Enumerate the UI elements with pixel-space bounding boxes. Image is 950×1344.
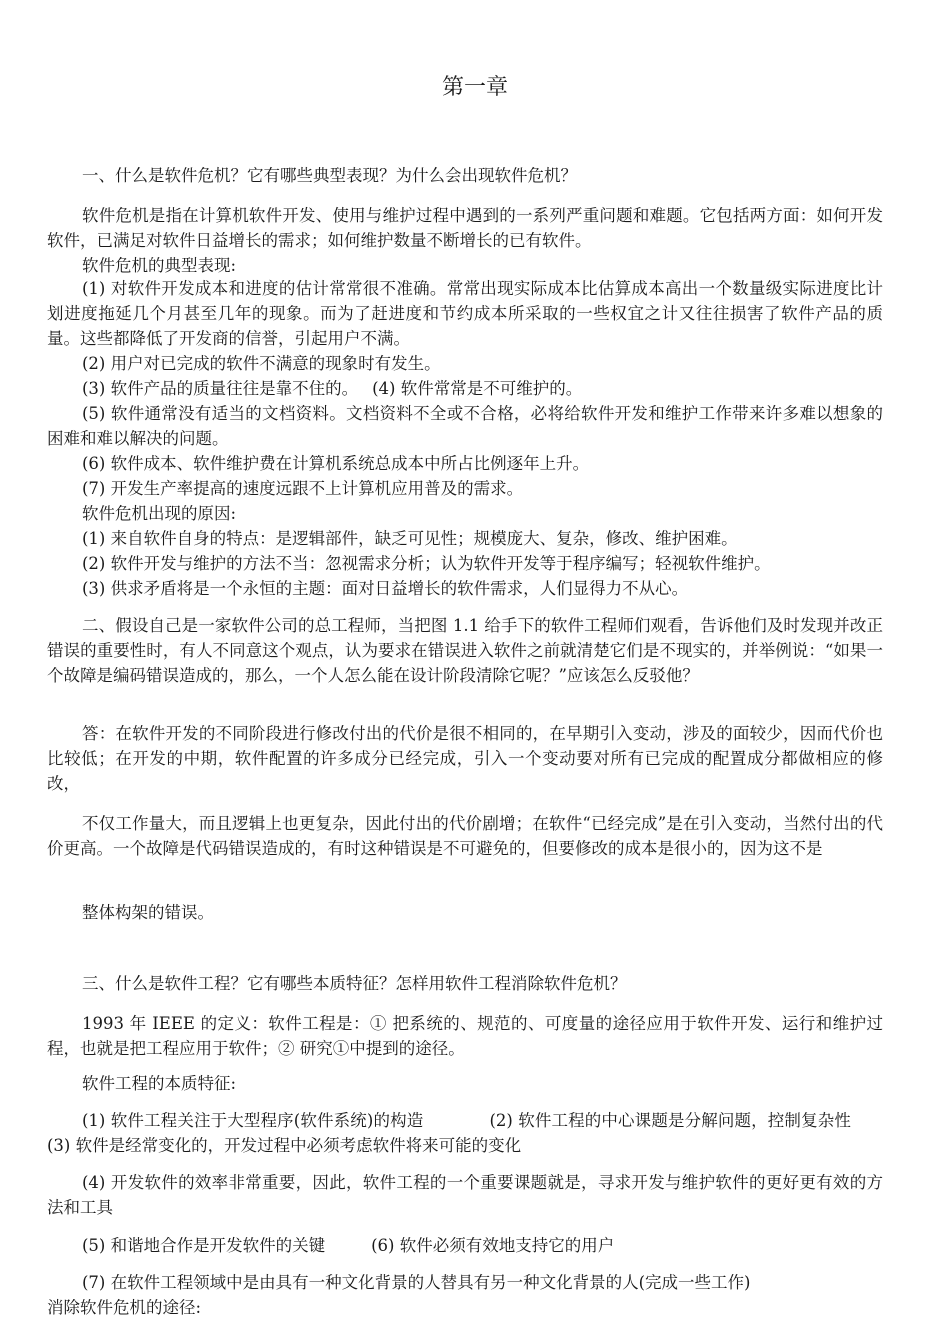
answer-2-part-1: 答：在软件开发的不同阶段进行修改付出的代价是很不相同的，在早期引入变动，涉及的面较少，因而代价也比较低；在开发的中期，软件配置的许多成分已经完成，引入一个变动要对所有已完成的配置成分都做相应的修改， [47, 724, 883, 793]
answer-1-typical-item-3: (3) 软件产品的质量往往是靠不住的。 [82, 379, 359, 398]
answer-1-typical-item-7: (7) 开发生产率提高的速度远跟不上计算机应用普及的需求。 [82, 479, 524, 498]
answer-3-remedy-heading: 消除软件危机的途径: [47, 1298, 202, 1317]
answer-3-feature-heading: 软件工程的本质特征: [82, 1074, 237, 1093]
question-2: 二、假设自己是一家软件公司的总工程师，当把图 1.1 给手下的软件工程师们观看，告诉他们及时发现并改正错误的重要性时，有人不同意这个观点，认为要求在错误进入软件之前就清楚它们是不现实的，并举例说：“如果一个故障是编码错误造成的，那么，一个人怎么能在设计阶段清除它呢？”应该怎么反驳他？ [47, 616, 883, 685]
question-3: 三、什么是软件工程？它有哪些本质特征？怎样用软件工程消除软件危机？ [82, 974, 627, 993]
answer-1-typical-item-5: (5) 软件通常没有适当的文档资料。文档资料不全或不合格，必将给软件开发和维护工作带来许多难以想象的困难和难以解决的问题。 [47, 404, 883, 448]
answer-3-features-1-3 [47, 1108, 883, 1158]
answer-3-feature-7: (7) 在软件工程领域中是由具有一种文化背景的人替具有另一种文化背景的人(完成一些工作) [82, 1273, 751, 1292]
answer-3-features-5-6 [47, 1233, 883, 1258]
answer-3-feature-2: (2) 软件工程的中心课题是分解问题，控制复杂性 [489, 1111, 851, 1130]
answer-1-cause-2: (2) 软件开发与维护的方法不当：忽视需求分析；认为软件开发等于程序编写；轻视软件维护。 [82, 554, 771, 573]
answer-2-part-3: 整体构架的错误。 [82, 903, 214, 922]
answer-1-typical-items-3-4 [47, 376, 883, 401]
answer-3-feature-1: (1) 软件工程关注于大型程序(软件系统)的构造 [82, 1111, 424, 1130]
answer-1-typical-heading: 软件危机的典型表现: [82, 256, 237, 275]
question-1: 一、什么是软件危机？它有哪些典型表现？为什么会出现软件危机？ [82, 166, 577, 185]
answer-1-typical-item-6: (6) 软件成本、软件维护费在计算机系统总成本中所占比例逐年上升。 [82, 454, 590, 473]
answer-1-cause-3: (3) 供求矛盾将是一个永恒的主题：面对日益增长的软件需求，人们显得力不从心。 [82, 579, 689, 598]
answer-1-typical-item-2: (2) 用户对已完成的软件不满意的现象时有发生。 [82, 354, 441, 373]
answer-3-feature-6: (6) 软件必须有效地支持它的用户 [371, 1236, 615, 1255]
answer-1-cause-heading: 软件危机出现的原因: [82, 504, 237, 523]
answer-2-part-2: 不仅工作量大，而且逻辑上也更复杂，因此付出的代价剧增；在软件“已经完成”是在引入变动，当然付出的代价更高。一个故障是代码错误造成的，有时这种错误是不可避免的，但要修改的成本是很小的，因为这不是 [47, 814, 883, 858]
answer-1-typical-item-4: (4) 软件常常是不可维护的。 [372, 379, 583, 398]
answer-1-cause-1: (1) 来自软件自身的特点：是逻辑部件，缺乏可见性；规模庞大、复杂，修改、维护困难。 [82, 529, 738, 548]
answer-3-feature-4: (4) 开发软件的效率非常重要，因此，软件工程的一个重要课题就是，寻求开发与维护软件的更好更有效的方法和工具 [47, 1173, 883, 1217]
answer-3-feature-5: (5) 和谐地合作是开发软件的关键 [82, 1236, 326, 1255]
answer-1-definition: 软件危机是指在计算机软件开发、使用与维护过程中遇到的一系列严重问题和难题。它包括两方面：如何开发软件，已满足对软件日益增长的需求；如何维护数量不断增长的已有软件。 [47, 206, 883, 250]
chapter-title: 第一章 [441, 75, 508, 100]
answer-3-feature-3: (3) 软件是经常变化的，开发过程中必须考虑软件将来可能的变化 [47, 1136, 522, 1155]
answer-3-definition: 1993 年 IEEE 的定义：软件工程是：① 把系统的、规范的、可度量的途径应用于软件开发、运行和维护过程，也就是把工程应用于软件；② 研究①中提到的途径。 [47, 1014, 883, 1058]
answer-1-typical-item-1: (1) 对软件开发成本和进度的估计常常很不准确。常常出现实际成本比估算成本高出一个数量级实际进度比计划进度拖延几个月甚至几年的现象。而为了赶进度和节约成本所采取的一些权宜之计又往往损害了软件产品的质量。这些都降低了开发商的信誉，引起用户不满。 [47, 279, 883, 348]
